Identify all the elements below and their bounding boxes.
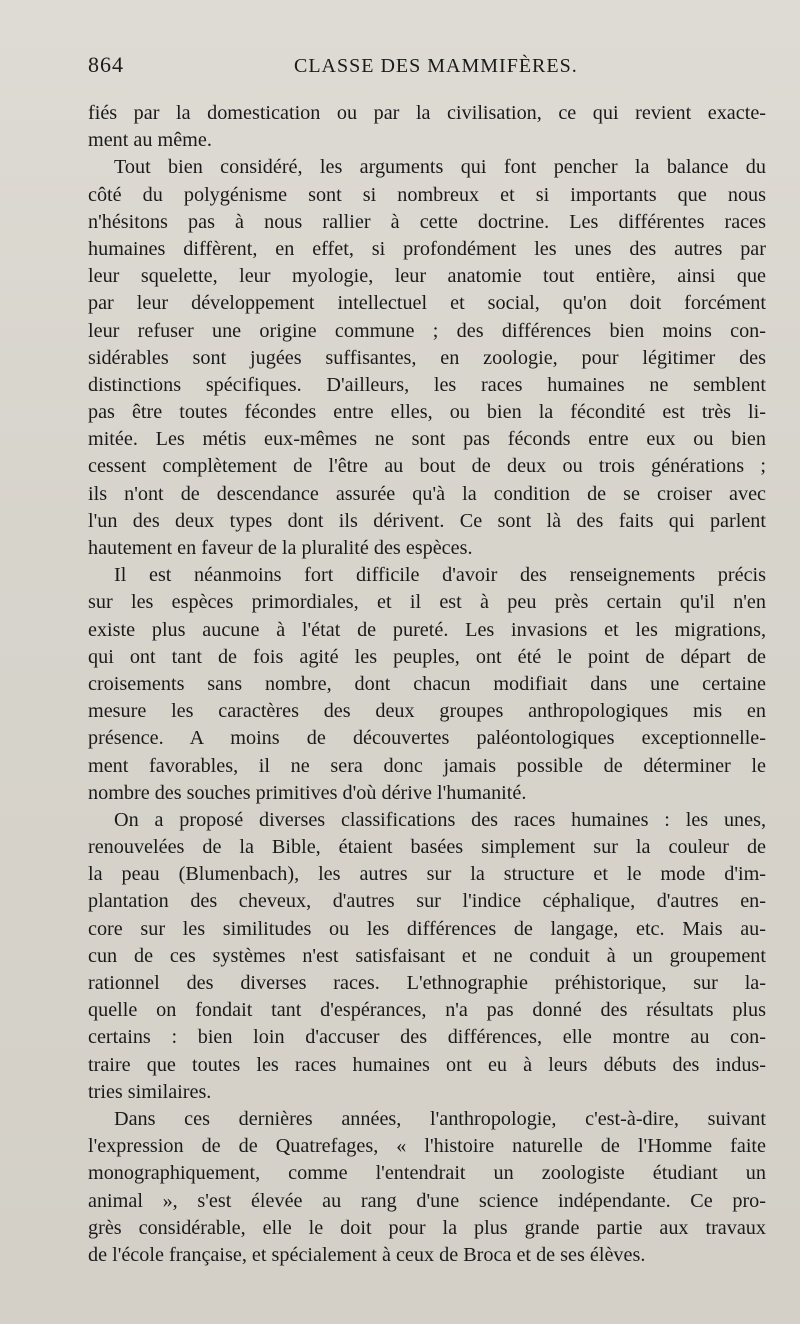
text-line: distinctions spécifiques. D'ailleurs, les races humaines ne semblent bbox=[88, 373, 766, 396]
page-number: 864 bbox=[88, 52, 124, 77]
text-line: de l'école française, et spécialement à ceux de Broca et de ses élèves. bbox=[88, 1243, 646, 1266]
text-line: mesure les caractères des deux groupes anthropologiques mis en bbox=[88, 700, 766, 723]
text-line: monographiquement, comme l'entendrait un zoologiste étudiant un bbox=[88, 1162, 766, 1185]
text-line: mitée. Les métis eux-mêmes ne sont pas féconds entre eux ou bien bbox=[88, 428, 766, 451]
text-line: nombre des souches primitives d'où dérive l'humanité. bbox=[88, 781, 527, 804]
text-line: Tout bien considéré, les arguments qui font pencher la balance du bbox=[114, 156, 766, 179]
text-line: grès considérable, elle le doit pour la plus grande partie aux travaux bbox=[88, 1216, 766, 1239]
text-line: Dans ces dernières années, l'anthropologie, c'est-à-dire, suivant bbox=[114, 1107, 766, 1130]
text-line: sur les espèces primordiales, et il est à peu près certain qu'il n'en bbox=[88, 591, 766, 614]
text-line: ment favorables, il ne sera donc jamais possible de déterminer le bbox=[88, 754, 766, 777]
text-line: ils n'ont de descendance assurée qu'à la condition de se croiser avec bbox=[88, 482, 766, 505]
text-line: cun de ces systèmes n'est satisfaisant et ne conduit à un groupement bbox=[88, 944, 766, 967]
text-line: renouvelées de la Bible, étaient basées simplement sur la couleur de bbox=[88, 836, 766, 859]
running-head bbox=[88, 52, 766, 92]
text-line: On a proposé diverses classifications des races humaines : les unes, bbox=[114, 808, 766, 831]
text-line: hautement en faveur de la pluralité des espèces. bbox=[88, 537, 473, 559]
body-text bbox=[88, 100, 766, 1269]
text-line: traire que toutes les races humaines ont eu à leurs débuts des indus- bbox=[88, 1053, 766, 1076]
text-line: Il est néanmoins fort difficile d'avoir des renseignements précis bbox=[114, 564, 766, 587]
paragraph bbox=[88, 100, 766, 154]
text-line: la peau (Blumenbach), les autres sur la structure et le mode d'im- bbox=[88, 863, 766, 886]
text-line: n'hésitons pas à nous rallier à cette doctrine. Les différentes races bbox=[88, 210, 766, 233]
text-line: l'un des deux types dont ils dérivent. Ce sont là des faits qui parlent bbox=[88, 509, 766, 532]
text-line: animal », s'est élevée au rang d'une science indépendante. Ce pro- bbox=[88, 1189, 766, 1212]
paragraph bbox=[88, 807, 766, 1106]
text-line: qui ont tant de fois agité les peuples, ont été le point de départ de bbox=[88, 645, 766, 668]
text-line: par leur développement intellectuel et social, qu'on doit forcément bbox=[88, 292, 766, 315]
text-line: humaines diffèrent, en effet, si profondément les unes des autres par bbox=[88, 237, 766, 260]
text-line: leur refuser une origine commune ; des différences bien moins con- bbox=[88, 319, 766, 342]
text-line: leur squelette, leur myologie, leur anatomie tout entière, ainsi que bbox=[88, 265, 766, 288]
text-line: tries similaires. bbox=[88, 1080, 212, 1103]
text-line: core sur les similitudes ou les différences de langage, etc. Mais au- bbox=[88, 917, 766, 940]
text-line: rationnel des diverses races. L'ethnographie préhistorique, sur la- bbox=[88, 972, 766, 994]
text-line: côté du polygénisme sont si nombreux et si importants que nous bbox=[88, 183, 766, 206]
text-line: sidérables sont jugées suffisantes, en zoologie, pour légitimer des bbox=[88, 346, 766, 369]
paragraph bbox=[88, 562, 766, 807]
page-header-title: CLASSE DES MAMMIFÈRES. bbox=[294, 55, 578, 77]
text-line: l'expression de de Quatrefages, « l'histoire naturelle de l'Homme faite bbox=[88, 1135, 766, 1158]
text-line: présence. A moins de découvertes paléontologiques exceptionnelle- bbox=[88, 727, 766, 750]
text-line: plantation des cheveux, d'autres sur l'indice céphalique, d'autres en- bbox=[88, 890, 766, 913]
text-line: pas être toutes fécondes entre elles, ou bien la fécondité est très li- bbox=[88, 401, 766, 424]
text-line: quelle on fondait tant d'espérances, n'a pas donné des résultats plus bbox=[88, 999, 766, 1022]
text-line: fiés par la domestication ou par la civilisation, ce qui revient exacte- bbox=[88, 102, 766, 124]
text-line: cessent complètement de l'être au bout de deux ou trois générations ; bbox=[88, 455, 766, 478]
text-line: croisements sans nombre, dont chacun modifiait dans une certaine bbox=[88, 672, 766, 695]
paragraph bbox=[88, 1106, 766, 1269]
text-line: ment au même. bbox=[88, 129, 212, 152]
text-line: certains : bien loin d'accuser des différences, elle montre au con- bbox=[88, 1026, 766, 1049]
text-line: existe plus aucune à l'état de pureté. Les invasions et les migrations, bbox=[88, 618, 766, 641]
paragraph bbox=[88, 154, 766, 562]
